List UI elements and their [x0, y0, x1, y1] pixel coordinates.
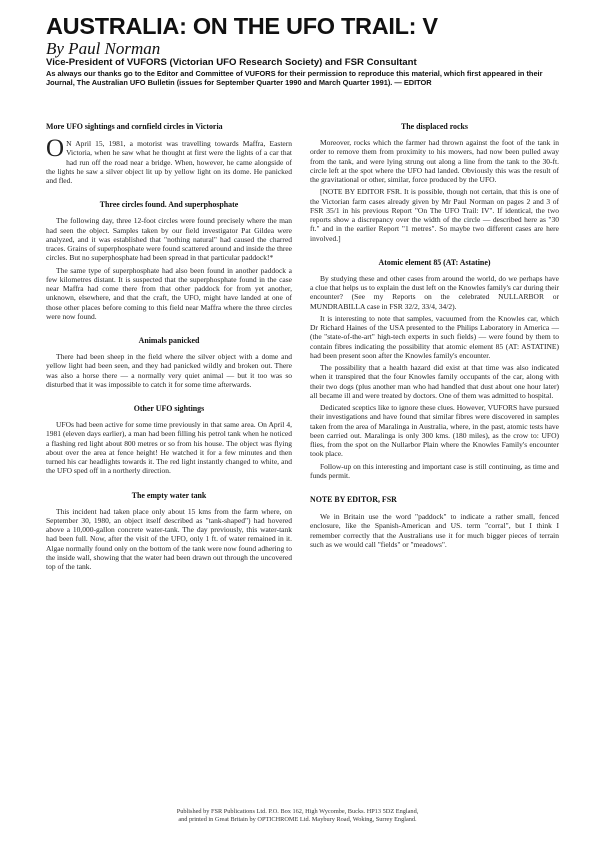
paragraph-text: N April 15, 1981, a motorist was travelling towards Maffra, Eastern Victoria, when he saw what he thought at first were the lights of a car that had run off the road near a bridge. When, however, he came alongside of the lights he saw a silver object lit up by yellow light on its dome. He panicked and fled. [46, 139, 292, 185]
editor-note: [NOTE BY EDITOR FSR. It is possible, though not certain, that this is one of the Victorian farm cases already given by Mr Paul Norman on pages 2 and 3 of FSR 35/1 in his previous Report "On The UFO Trail: IV". If identical, the two reports show a discrepancy over the width of the circle — described here as "30 ft." and in the earlier Report "1 metres". So maybe two different cases are here involved.] [310, 187, 559, 243]
paragraph: Dedicated sceptics like to ignore these clues. However, VUFORS have pursued their investigations and have found that similar fibres were discovered in samples taken from the area of Maralinga in Australia, where, in the past, atomic tests have been carried out. Maralinga is only 300 kms. (180 miles), as the crow to: UFO) flies, from the spot on the Nullarbor Plain where the Knowles Family's encounter took place. [310, 403, 559, 459]
footer-line: Published by FSR Publications Ltd. P.O. Box 162, High Wycombe, Bucks. HP13 5DZ England, [176, 808, 419, 815]
section-heading-other-sightings: Other UFO sightings [133, 404, 205, 413]
paragraph: We in Britain use the word "paddock" to indicate a rather small, fenced enclosure, like the Spanish-American and US. term "corral", but I think I remember correctly that the Australians use it for much bigger pieces of terrain such as we would call "fields" or "meadows". [310, 512, 559, 549]
section-heading-animals: Animals panicked [138, 336, 200, 345]
paragraph: The possibility that a health hazard did exist at that time was also indicated when it transpired that the four Knowles family occupants of the car, along with their two dogs (plus another man who had handled that dust about one hour later) all became ill and were treated by doctors. One of them was admitted to hospital. [310, 363, 559, 400]
left-column [46, 119, 292, 574]
section-heading-editor-note: NOTE BY EDITOR, FSR [310, 495, 397, 504]
article-title: AUSTRALIA: ON THE UFO TRAIL: V [46, 13, 438, 39]
paragraph: This incident had taken place only about 15 kms from the farm where, on September 30, 1980, an object itself described as "tank-shaped") had hovered above a 10,000-gallon concrete water-tank. The day previously, this water-tank had been full. Now, after the visit of the UFO, only 1 ft. of water remained in it. Algae normally found only on the bottom of the tank were now found adhering to the inside wall, showing that the water had been drawn out through the uncovered top of the tank. [46, 506, 292, 571]
paragraph: Moreover, rocks which the farmer had thrown against the foot of the tank in order to remove them from proximity to his mowers, had now been pulled away from the tank, and were lying strung out along a line from the tank to the 30-ft. circle left at the spot where the UFO had landed. Obviously this was the result of the gravitational or other, similar, force produced by the UFO. [310, 138, 559, 184]
paragraph: The same type of superphosphate had also been found in another paddock a few kilometres distant. It is suspected that the superphosphate found in the case near Maffra had come there from that other paddock for from yet another, unknown, elsewhere, and that the craft, the UFO, might have landed at one of those other places before coming to this field near Maffra where the three circles were now found. [46, 265, 292, 321]
editor-intro: As always our thanks go to the Editor and Committee of VUFORS for their permission to reproduce this material, which first appeared in their Journal, The Australian UFO Bulletin (issues for September Quarter 1990 and March Quarter 1991). — EDITOR [46, 69, 543, 88]
author-byline: By Paul Norman [46, 39, 161, 58]
right-column [310, 119, 559, 552]
section-heading-water-tank: The empty water tank [131, 490, 207, 500]
paragraph: It is interesting to note that samples, vacuumed from the Knowles car, which Dr Richard Haines of the USA presented to the Philips Laboratory in America — (the "state-of-the-art" high-tech experts in such fields) — were found by them to contain fibres indicating the possibility that atomic element 85 (AT: ASTATINE) had been present soon after the Knowles family's encounter. [310, 313, 559, 360]
footer-line: and printed in Great Britain by OPTICHROME Ltd. Maybury Road, Woking, Surrey England. [178, 816, 417, 823]
paragraph: The following day, three 12-foot circles were found precisely where the man had seen the object. Samples taken by our field investigator Pat Gildea were analyzed, and it was established that "nothing natural" had caused the charred traces. Grains of superphosphate were found scattered around and inside the three circles. But no superphosphate had been spread in that particular paddock!* [46, 216, 292, 263]
section-heading-sightings: More UFO sightings and cornfield circles in Victoria [46, 122, 223, 131]
section-heading-rocks: The displaced rocks [401, 122, 468, 131]
section-heading-three-circles: Three circles found. And superphosphate [99, 200, 239, 210]
paragraph: Follow-up on this interesting and important case is still continuing, as time and funds permit. [310, 461, 559, 480]
section-heading-astatine: Atomic element 85 (AT: Astatine) [378, 257, 491, 267]
paragraph: UFOs had been active for some time previously in that same area. On April 4, 1981 (eleven days earlier), a man had been filling his petrol tank when he noticed a flashing red light about 800 metres or so from his house. The object was flying about over the area at fence height! He watched it for a few minutes and then turned his car headlights towards it. The red light instantly changed to white, and the UFO sped off in a northerly direction. [46, 420, 292, 476]
publisher-footer [0, 808, 595, 824]
drop-cap: O [46, 135, 65, 162]
author-affiliation: Vice-President of VUFORS (Victorian UFO Research Society) and FSR Consultant [46, 57, 417, 68]
paragraph: By studying these and other cases from around the world, do we perhaps have a clue that helps us to explain the dust left on the Knowles family's car during their encounter? (See my Reports on the celebrated NULLARBOR or MUNDRABILLA case in FSR 32/2, 33/4, 34/2). [310, 273, 559, 311]
paragraph [46, 135, 292, 185]
paragraph: There had been sheep in the field where the silver object with a dome and yellow light had been seen, and they had panicked wildly and broken out. There was also a horse there — a normally very quiet animal — but it too was so disturbed that it was impossible to catch it for some time afterwards. [46, 352, 292, 389]
